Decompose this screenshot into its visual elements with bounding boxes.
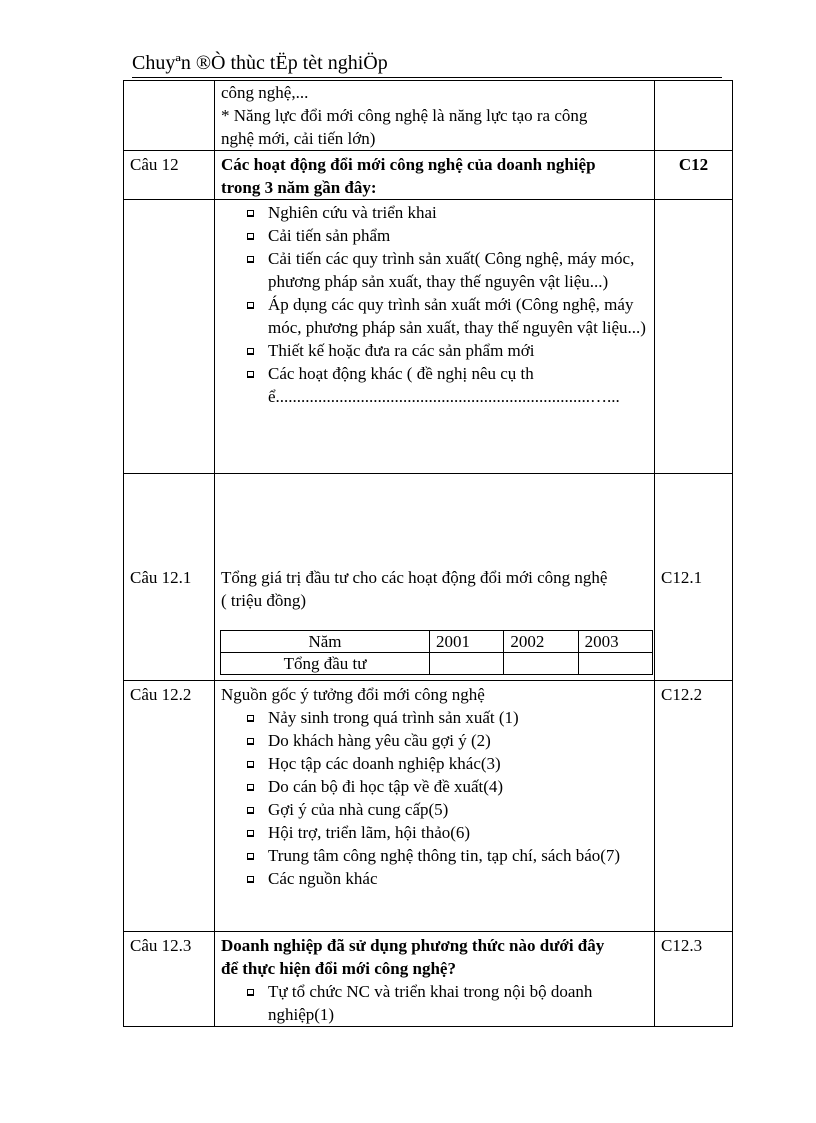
checkbox-option[interactable]: Nghiên cứu và triển khai	[246, 201, 648, 224]
input-cell[interactable]	[504, 653, 578, 675]
input-cell[interactable]	[430, 653, 504, 675]
checkbox-option[interactable]: Các nguồn khác	[246, 867, 648, 890]
text-line: công nghệ,...	[221, 83, 309, 102]
header-rule	[132, 77, 722, 78]
header-cell: 2003	[578, 631, 652, 653]
checkbox-option[interactable]: Hội trợ, triển lãm, hội thảo(6)	[246, 821, 648, 844]
header-cell: 2002	[504, 631, 578, 653]
options-list	[221, 201, 648, 408]
text-line: * Năng lực đổi mới công nghệ là năng lực tạo ra công	[221, 106, 588, 125]
question-label: Câu 12.3	[124, 932, 215, 1027]
question-code: C12.2	[655, 681, 733, 932]
checkbox-option[interactable]: Cải tiến sản phẩm	[246, 224, 648, 247]
question-code: C12	[655, 151, 733, 200]
question-text	[215, 474, 655, 681]
header-cell: 2001	[430, 631, 504, 653]
question-line: để thực hiện đổi mới công nghệ?	[221, 959, 456, 978]
question-label: Câu 12.2	[124, 681, 215, 932]
checkbox-option[interactable]: Học tập các doanh nghiệp khác(3)	[246, 752, 648, 775]
question-text	[215, 681, 655, 932]
checkbox-option[interactable]: Tự tổ chức NC và triển khai trong nội bộ doanh nghiệp(1)	[246, 980, 648, 1026]
question-line: Doanh nghiệp đã sử dụng phương thức nào dưới đây	[221, 936, 605, 955]
checkbox-option[interactable]: Do cán bộ đi học tập về đề xuất(4)	[246, 775, 648, 798]
checkbox-option[interactable]: Áp dụng các quy trình sản xuất mới (Công nghệ, máy móc, phương pháp sản xuất, thay thế nguyên vật liệu...)	[246, 293, 648, 339]
question-line: Các hoạt động đổi mới công nghệ của doanh nghiệp	[221, 155, 596, 174]
label-cell	[124, 81, 215, 151]
checkbox-option[interactable]: Các hoạt động khác ( đề nghị nêu cụ thể..........................................................................…...	[246, 362, 648, 408]
question-code: C12.1	[655, 474, 733, 681]
code-cell	[655, 200, 733, 474]
question-code: C12.3	[655, 932, 733, 1027]
question-label: Câu 12	[124, 151, 215, 200]
checkbox-option[interactable]: Gợi ý của nhà cung cấp(5)	[246, 798, 648, 821]
question-text	[215, 151, 655, 200]
question-line: trong 3 năm gần đây:	[221, 178, 377, 197]
table-row	[124, 681, 733, 932]
options-cell	[215, 200, 655, 474]
code-cell	[655, 81, 733, 151]
question-line: Nguồn gốc ý tưởng đổi mới công nghệ	[221, 685, 485, 704]
header-cell: Năm	[221, 631, 430, 653]
table-row	[124, 151, 733, 200]
checkbox-option[interactable]: Do khách hàng yêu cầu gợi ý (2)	[246, 729, 648, 752]
investment-table	[220, 630, 653, 675]
table-row	[124, 474, 733, 681]
checkbox-option[interactable]: Cải tiến các quy trình sản xuất( Công nghệ, máy móc, phương pháp sản xuất, thay thế nguyên vật liệu...)	[246, 247, 648, 293]
question-text	[215, 932, 655, 1027]
table-row	[221, 631, 653, 653]
row-label-cell: Tổng đầu tư	[221, 653, 430, 675]
question-line: Tổng giá trị đầu tư cho các hoạt động đổi mới công nghệ	[221, 568, 608, 587]
checkbox-option[interactable]: Nảy sinh trong quá trình sản xuất (1)	[246, 706, 648, 729]
table-row	[124, 932, 733, 1027]
table-row	[124, 81, 733, 151]
options-list	[221, 980, 648, 1026]
table-row	[124, 200, 733, 474]
checkbox-option[interactable]: Thiết kế hoặc đưa ra các sản phẩm mới	[246, 339, 648, 362]
label-cell	[124, 200, 215, 474]
questionnaire-table	[123, 80, 733, 1027]
input-cell[interactable]	[578, 653, 652, 675]
content-cell	[215, 81, 655, 151]
question-label: Câu 12.1	[124, 474, 215, 681]
question-line: ( triệu đồng)	[221, 591, 306, 610]
checkbox-option[interactable]: Trung tâm công nghệ thông tin, tạp chí, sách báo(7)	[246, 844, 648, 867]
page-header-title: Chuyªn ®Ò thùc tËp tèt nghiÖp	[132, 52, 388, 74]
table-row	[221, 653, 653, 675]
options-list	[221, 706, 648, 890]
text-line: nghệ mới, cải tiến lớn)	[221, 129, 376, 148]
